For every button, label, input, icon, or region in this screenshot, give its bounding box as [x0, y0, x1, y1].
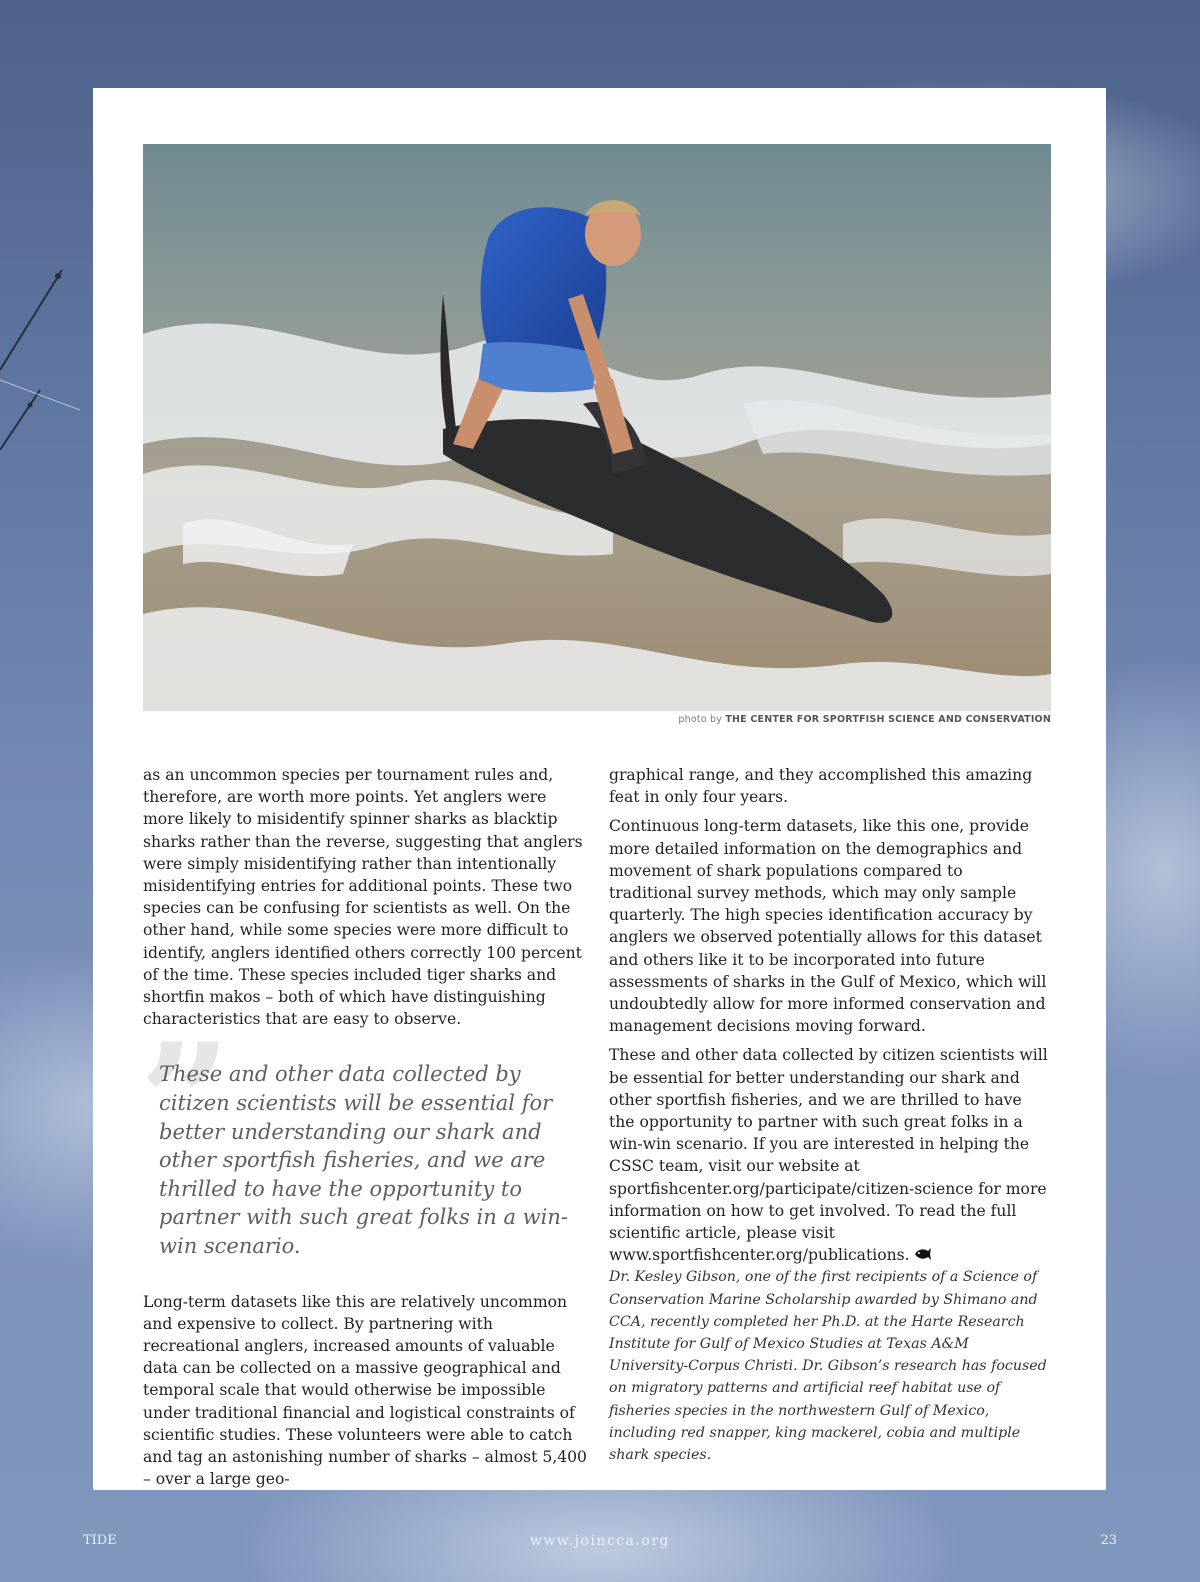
quote-mark-icon: ”: [139, 1008, 232, 1197]
article-paragraph-final: [609, 1044, 1049, 1266]
shark-release-photo: [143, 144, 1051, 711]
fishing-rod-line-decoration: [0, 260, 80, 460]
article-paragraph-text: These and other data collected by citizen scientists will be essential for better understanding our shark and other sportfish fisheries, and we are thrilled to have the opportunity to partner with such great folks in a win-win scenario. If you are interested in helping the CSSC team, visit our website at sportfishcenter.org/participate/citizen-science for more information on how to get involved. To read the full scientific article, please visit www.sportfishcenter.org/publications.: [609, 1046, 1048, 1265]
article-column-right: [609, 764, 1049, 1466]
article-paragraph: as an uncommon species per tournament rules and, therefore, are worth more points. Yet anglers were more likely to misidentify spinner sharks as blacktip sharks rather than the reverse, suggesting that anglers were simply misidentifying rather than intentionally misidentifying entries for additional points. These two species can be confusing for scientists as well. On the other hand, while some species were more difficult to identify, anglers identified others correctly 100 percent of the time. These species included tiger sharks and shortfin makos – both of which have distinguishing characteristics that are easy to observe.: [143, 766, 583, 1029]
author-bio: Dr. Kesley Gibson, one of the first recipients of a Science of Conservation Marine Scholarship awarded by Shimano and CCA, recently completed her Ph.D. at the Harte Research Institute for Gulf of Mexico Studies at Texas A&M University-Corpus Christi. Dr. Gibson’s research has focused on migratory patterns and artificial reef habitat use of fisheries species in the northwestern Gulf of Mexico, including red snapper, king mackerel, cobia and multiple shark species.: [609, 1269, 1047, 1464]
article-column-left: [139, 764, 592, 1490]
photo-credit-prefix: photo by: [678, 714, 723, 725]
cca-fish-end-mark-icon: [914, 1247, 932, 1261]
magazine-name: TIDE: [83, 1533, 117, 1548]
page-footer: [0, 1533, 1200, 1557]
article-panel: [93, 88, 1106, 1490]
photo-credit: [678, 714, 1051, 725]
article-paragraph: Long-term datasets like this are relatively uncommon and expensive to collect. By partnering with recreational anglers, increased amounts of valuable data can be collected on a massive geographical and temporal scale that would otherwise be impossible under traditional financial and logistical constraints of scientific studies. These volunteers were able to catch and tag an astonishing number of sharks – almost 5,400 – over a large geo-: [143, 1292, 587, 1489]
pull-quote-text: These and other data collected by citizen scientists will be essential for better understanding our shark and other sportfish fisheries, and we are thrilled to have the opportunity to partner with such great folks in a win-win scenario.: [159, 1062, 568, 1258]
footer-website-link[interactable]: www.joincca.org: [529, 1533, 671, 1549]
pull-quote: [139, 1008, 592, 1260]
article-paragraph: graphical range, and they accomplished this amazing feat in only four years.: [609, 766, 1033, 807]
page-number: 23: [1100, 1533, 1117, 1548]
photo-credit-name: THE CENTER FOR SPORTFISH SCIENCE AND CONSERVATION: [725, 714, 1051, 725]
article-paragraph: Continuous long-term datasets, like this one, provide more detailed information on the demographics and movement of shark populations compared to traditional survey methods, which may only sample quarterly. The high species identification accuracy by anglers we observed potentially allows for this dataset and others like it to be incorporated into future assessments of sharks in the Gulf of Mexico, which will undoubtedly allow for more informed conservation and management decisions moving forward.: [609, 817, 1047, 1036]
